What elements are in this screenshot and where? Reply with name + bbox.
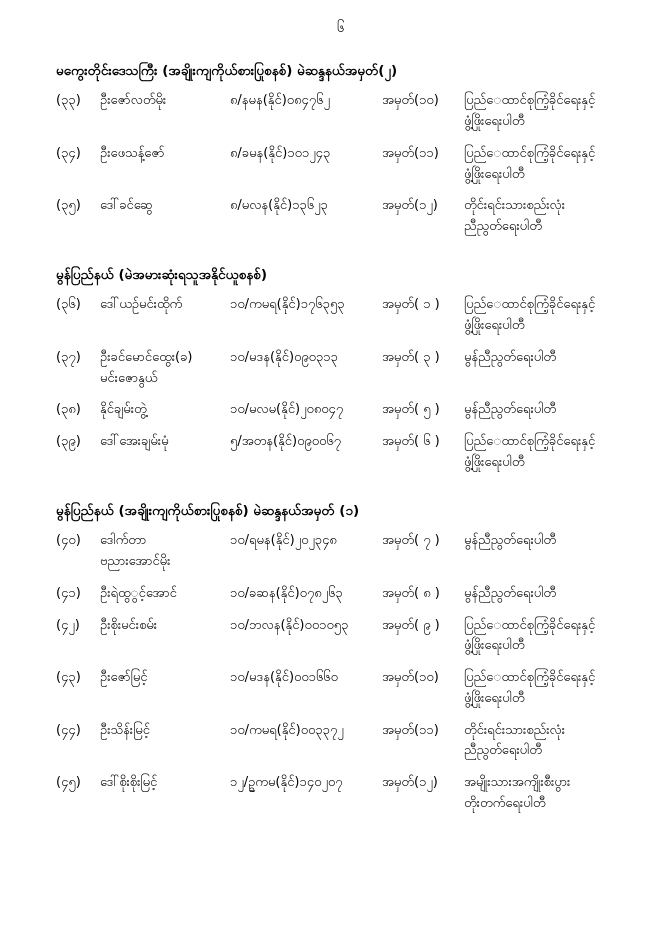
party-name-line: ညီညွတ်ရေးပါတီ [464,743,542,759]
party-name-line: မွန်ညီညွတ်ရေးပါတီ [464,533,557,549]
party-name [464,196,626,249]
table-row [56,584,626,616]
candidate-section [56,265,626,485]
candidate-name [100,348,230,401]
seat-number: အမှတ်(၁၁) [382,722,439,738]
seat-number: အမှတ်( ၉ ) [382,617,440,633]
table-row [56,348,626,401]
candidate-section [56,501,626,826]
candidate-name-line: ဒေါ်ယဉ်မင်းထိုက် [100,297,183,313]
candidate-name [100,144,230,197]
row-index: (၃၆) [56,297,81,313]
candidate-nrc-number: ၁၀/မလမ(နိုင်)၂၀၈၀၄၇ [230,402,344,418]
seat-number: အမှတ်( ၅ ) [382,402,440,418]
party-name-line: ပြည်‌‌‌ေထာင်စုကြံ့ခိုင်ရေးနှင့် [464,145,596,161]
candidate-name-line: ဦးဇော်လတ်မိုး [100,93,167,109]
party-name-line: ပြည်‌‌‌ေထာင်စုကြံ့ခိုင်ရေးနှင့် [464,617,596,633]
section-heading: မွန်ပြည်နယ် (အချိုးကျကိုယ်စားပြုစနစ်) မဲဆန္ဒနယ်အမှတ် (၁) [56,502,360,519]
table-row [56,400,626,432]
party-name-line: ညီညွတ်ရေးပါတီ [464,219,542,235]
seat-number: အမှတ်( ၆ ) [382,434,440,450]
party-name [464,295,626,348]
sections-container [56,61,626,826]
row-index: (၄၅) [56,775,81,791]
row-index: (၄၀) [56,533,81,549]
candidate-nrc-number: ၁၀/ရမန(နိုင်)၂၀၂၃၄၈ [230,533,337,549]
seat-number: အမှတ်(၁၀) [382,670,439,686]
table-row [56,721,626,774]
table-row [56,432,626,485]
candidate-name-line: ဒေါက်တာ [100,533,147,549]
party-name [464,144,626,197]
party-name-line: ဖွံ့ဖြိုးရေးပါတီ [464,114,525,130]
candidate-name-line: ဦးရဲထွွင့်အောင် [100,585,177,601]
table-row [56,196,626,249]
candidate-name [100,721,230,774]
party-name-line: မွန်ညီညွတ်ရေးပါတီ [464,349,557,365]
candidate-table [56,295,626,485]
party-name-line: ဖွံ့ဖြိုးရေးပါတီ [464,455,525,471]
party-name-line: တိုးတက်ရေးပါတီ [464,796,546,812]
candidate-nrc-number: ၁၀/ကမရ(နိုင်)၁၇၆၃၅၃ [230,297,345,313]
party-name-line: ဖွံ့ဖြိုးရေးပါတီ [464,638,525,654]
party-name-line: ဖွံ့ဖြိုးရေးပါတီ [464,690,525,706]
candidate-name-line: ဒေါ်ခင်ဆွေ [100,198,153,214]
candidate-name-line: ဦးခင်မောင်ထွေး(ခ) [100,349,193,365]
row-index: (၃၄) [56,145,81,161]
party-name-line: ဖွံ့ဖြိုးရေးပါတီ [464,166,525,182]
table-row [56,668,626,721]
seat-number: အမှတ်(၁၀) [382,93,439,109]
party-name [464,432,626,485]
table-row [56,773,626,826]
party-name-line: ပြည်‌‌‌ေထာင်စုကြံ့ခိုင်ရေးနှင့် [464,297,596,313]
seat-number: အမှတ်(၁၁) [382,145,439,161]
candidate-name [100,91,230,144]
section-heading: မကွေးတိုင်းဒေသကြီး (အချိုးကျကိုယ်စားပြုစနစ်) မဲဆန္ဒနယ်အမှတ်(၂) [56,63,398,79]
party-name-line: အမျိုးသားအကျိုးစီးပွား [464,775,571,791]
candidate-nrc-number: ၁၀/ခဆန(နိုင်)၀၇၈၂၆၃ [230,585,343,601]
candidate-name [100,773,230,826]
candidate-name-line: ဦးသိန်းမြင့် [100,722,150,738]
candidate-name-line: ဒေါ်အေးချမ်းမုံ [100,434,169,450]
party-name [464,531,626,584]
candidate-name [100,531,230,584]
candidate-table [56,91,626,249]
page-number: ၆ [336,20,346,36]
row-index: (၃၇) [56,349,81,365]
seat-number: အမှတ်(၁၂) [382,775,438,791]
candidate-name-line: ဗညားအောင်မိုး [100,553,171,569]
party-name [464,400,626,432]
candidate-nrc-number: ၁၀/မဒန(နိုင်)၀၀၁၆၆၀ [230,670,338,686]
candidate-nrc-number: ၁၀/မဒန(နိုင်)၀၉၀၃၁၃ [230,349,338,365]
seat-number: အမှတ်( ၈ ) [382,585,440,601]
seat-number: အမှတ်( ၇ ) [382,533,440,549]
candidate-name [100,668,230,721]
table-row [56,144,626,197]
row-index: (၄၂) [56,617,80,633]
table-row [56,295,626,348]
row-index: (၃၅) [56,198,81,214]
party-name [464,773,626,826]
candidate-name-line: မင်းဇောနွယ် [100,370,158,386]
row-index: (၃၃) [56,93,81,109]
candidate-nrc-number: ၈/နမန(နိုင်)၀၈၄၇၆၂ [230,93,330,109]
candidate-nrc-number: ၁၂/ဉ္ခကမ(နိုင်)၁၄၀၂၀၇ [230,775,343,791]
party-name-line: ဖွံ့ဖြိုးရေးပါတီ [464,318,525,334]
table-row [56,91,626,144]
row-index: (၄၁) [56,585,81,601]
row-index: (၃၉) [56,434,81,450]
candidate-name-line: ဦးဖေသန့်ဇော် [100,145,165,161]
candidate-nrc-number: ၁၀/ကမရ(နိုင်)၀၀၃၃၇၂ [230,722,344,738]
candidate-name-line: ဒေါ်စိုးစိုးမြင့် [100,775,158,791]
seat-number: အမှတ်(၁၂) [382,198,438,214]
candidate-name [100,400,230,432]
candidate-section [56,61,626,249]
candidate-name [100,584,230,616]
table-row [56,531,626,584]
party-name-line: တိုင်းရင်းသားစည်းလုံး [464,722,566,738]
candidate-nrc-number: ၅/အတန(နိုင်)၀၉၀၀၆၇ [230,434,341,450]
candidate-nrc-number: ၈/မလန(နိုင်)၁၃၆၂၃ [230,198,328,214]
candidate-name [100,196,230,249]
party-name-line: ပြည်‌‌‌ေထာင်စုကြံ့ခိုင်ရေးနှင့် [464,93,596,109]
table-row [56,616,626,669]
candidate-nrc-number: ၁၀/ဘလန(နိုင်)၀၀၁၀၅၃ [230,617,349,633]
party-name [464,668,626,721]
party-name [464,721,626,774]
candidate-name-line: နိုင်ချမ်းတွဲ့ [100,402,147,418]
party-name-line: မွန်ညီညွတ်ရေးပါတီ [464,585,557,601]
candidate-name [100,295,230,348]
row-index: (၄၄) [56,722,81,738]
row-index: (၃၈) [56,402,81,418]
candidate-nrc-number: ၈/ခမန(နိုင်)၁၀၁၂၄၃ [230,145,331,161]
party-name-line: ပြည်‌‌‌ေထာင်စုကြံ့ခိုင်ရေးနှင့် [464,434,596,450]
seat-number: အမှတ်( ၃ ) [382,349,440,365]
candidate-name-line: ဦးဇော်မြင့် [100,670,148,686]
row-index: (၄၃) [56,670,81,686]
party-name-line: တိုင်းရင်းသားစည်းလုံး [464,198,566,214]
party-name [464,584,626,616]
candidate-name [100,616,230,669]
party-name [464,616,626,669]
party-name-line: ပြည်‌‌‌ေထာင်စုကြံ့ခိုင်ရေးနှင့် [464,670,596,686]
candidate-name-line: ဦးစိုးမင်းစမ်း [100,617,158,633]
candidate-table [56,531,626,826]
party-name-line: မွန်ညီညွတ်ရေးပါတီ [464,402,557,418]
party-name [464,91,626,144]
seat-number: အမှတ်( ၁ ) [382,297,440,313]
party-name [464,348,626,401]
candidate-name [100,432,230,485]
section-heading: မွန်ပြည်နယ် (မဲအမားဆုံးရသူအနိုင်ယူစနစ်) [56,267,268,284]
